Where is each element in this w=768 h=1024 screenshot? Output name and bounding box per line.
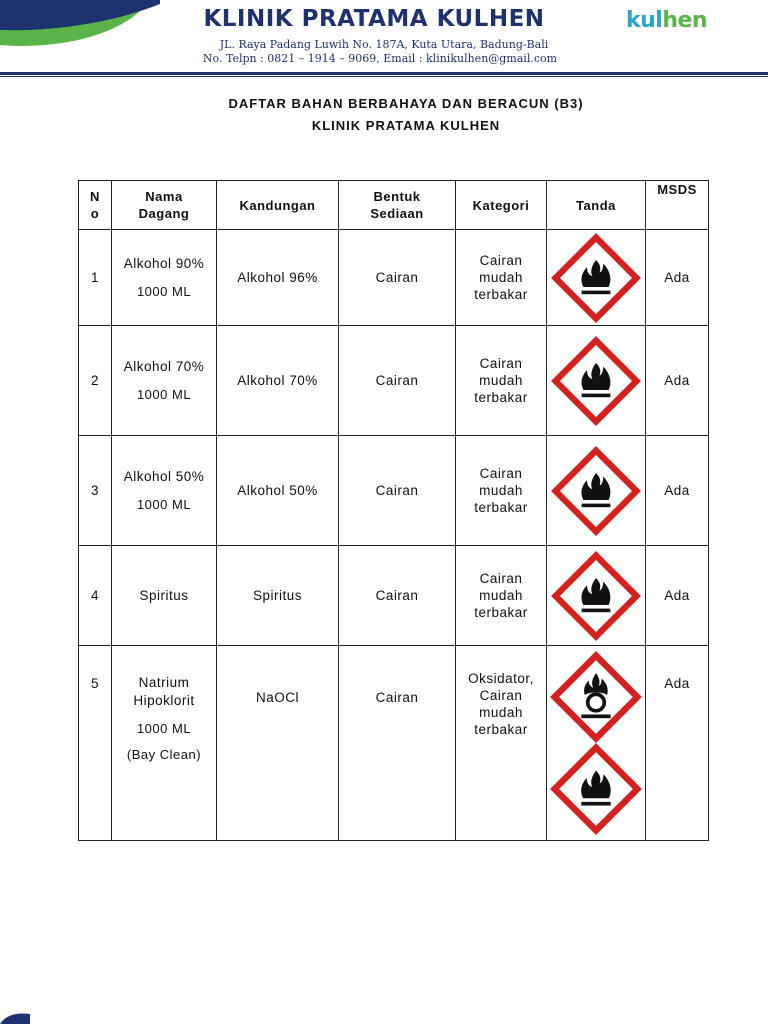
cell-msds: Ada — [646, 326, 709, 436]
cell-tanda — [547, 546, 646, 646]
cell-kandungan: Alkohol 96% — [217, 230, 339, 326]
cell-no: 4 — [79, 546, 112, 646]
cell-kategori: Cairan mudah terbakar — [456, 230, 547, 326]
cell-nama-dagang — [112, 230, 217, 326]
clinic-logo: kulhen — [626, 8, 708, 33]
col-header-msds-label: MSDS — [657, 182, 697, 197]
col-header-msds — [646, 181, 709, 230]
cell-kandungan: Alkohol 70% — [217, 326, 339, 436]
cell-msds: Ada — [646, 230, 709, 326]
cell-msds: Ada — [646, 546, 709, 646]
cell-nama-dagang — [112, 326, 217, 436]
table-row — [79, 230, 709, 326]
cell-msds: Ada — [646, 436, 709, 546]
flame-icon — [551, 446, 641, 536]
cell-no: 3 — [79, 436, 112, 546]
header-divider — [0, 72, 768, 75]
flame-icon — [551, 336, 641, 426]
document-subtitle: KLINIK PRATAMA KULHEN — [311, 118, 501, 133]
nama-line: 1000 ML — [136, 496, 192, 512]
cell-bentuk-sediaan: Cairan — [339, 546, 456, 646]
col-header-no — [79, 181, 112, 230]
col-header-kategori: Kategori — [456, 181, 547, 230]
cell-kategori: Cairan mudah terbakar — [456, 546, 547, 646]
col-header-kandungan: Kandungan — [217, 181, 339, 230]
col-header-bentuk-sediaan — [339, 181, 456, 230]
cell-kategori: Cairan mudah terbakar — [456, 436, 547, 546]
clinic-contact: No. Telpn : 0821 – 1914 – 9069, Email : klinikulhen@gmail.com — [202, 52, 558, 65]
cell-tanda — [547, 326, 646, 436]
col-header-tanda: Tanda — [547, 181, 646, 230]
table-row — [79, 436, 709, 546]
b3-table — [78, 180, 709, 841]
nama-line: Natrium Hipoklorit — [133, 675, 195, 708]
cell-bentuk-sediaan: Cairan — [339, 646, 456, 841]
nama-line: (Bay Clean) — [126, 747, 202, 762]
cell-kandungan: NaOCl — [217, 646, 339, 841]
cell-nama-dagang — [112, 436, 217, 546]
cell-kandungan: Spiritus — [217, 546, 339, 646]
table-row — [79, 546, 709, 646]
cell-bentuk-sediaan: Cairan — [339, 230, 456, 326]
nama-line: 1000 ML — [136, 283, 192, 299]
nama-line: Alkohol 50% — [123, 468, 205, 484]
nama-line: Alkohol 70% — [123, 358, 205, 374]
footer-corner-decoration — [0, 1010, 30, 1024]
col-header-bentuk-label: Bentuk Sediaan — [370, 189, 424, 221]
cell-kategori: Cairan mudah terbakar — [456, 326, 547, 436]
cell-tanda — [547, 436, 646, 546]
col-header-nama-label: Nama Dagang — [138, 189, 190, 221]
header-divider-thin — [0, 76, 768, 77]
cell-bentuk-sediaan: Cairan — [339, 436, 456, 546]
document-title: DAFTAR BAHAN BERBAHAYA DAN BERACUN (B3) — [228, 96, 584, 111]
cell-nama-dagang — [112, 546, 217, 646]
cell-kandungan: Alkohol 50% — [217, 436, 339, 546]
cell-bentuk-sediaan: Cairan — [339, 326, 456, 436]
cell-no: 2 — [79, 326, 112, 436]
col-header-nama-dagang — [112, 181, 217, 230]
flame-over-circle-icon — [550, 651, 642, 743]
cell-tanda — [547, 646, 646, 841]
table-row — [79, 646, 709, 841]
flame-icon — [551, 551, 641, 641]
nama-line: Spiritus — [139, 587, 189, 603]
cell-nama-dagang — [112, 646, 217, 841]
cell-tanda — [547, 230, 646, 326]
nama-line: Alkohol 90% — [123, 255, 205, 271]
table-row — [79, 326, 709, 436]
clinic-name: KLINIK PRATAMA KULHEN — [203, 6, 545, 32]
table-header-row — [79, 181, 709, 230]
col-header-no-label: N o — [90, 189, 100, 221]
flame-icon — [551, 233, 641, 323]
cell-kategori: Oksidator, Cairan mudah terbakar — [456, 646, 547, 841]
cell-no: 5 — [79, 646, 112, 841]
clinic-address: JL. Raya Padang Luwih No. 187A, Kuta Utara, Badung-Bali — [219, 38, 549, 51]
nama-line: 1000 ML — [136, 386, 192, 402]
nama-line: 1000 ML — [136, 721, 192, 736]
cell-no: 1 — [79, 230, 112, 326]
cell-msds: Ada — [646, 646, 709, 841]
flame-icon — [550, 743, 642, 835]
